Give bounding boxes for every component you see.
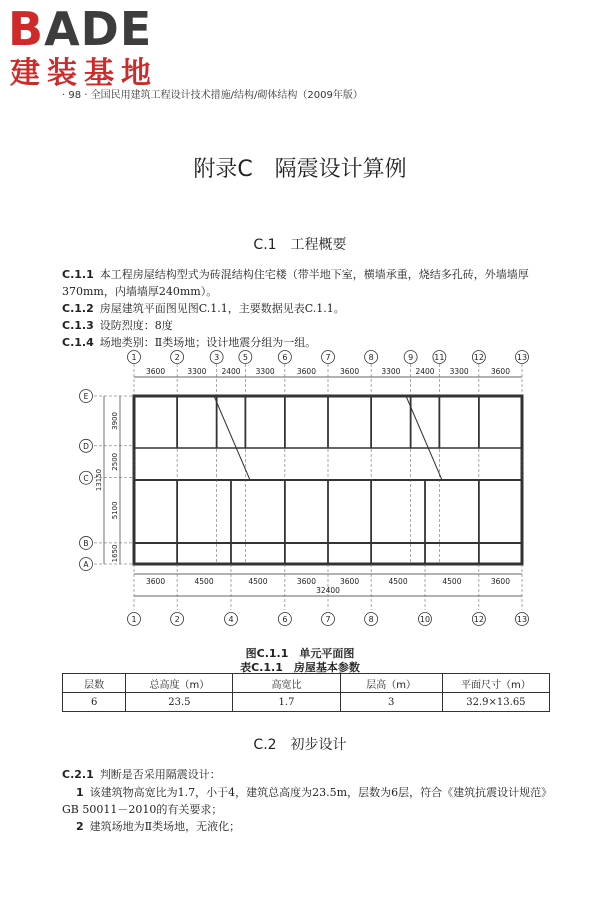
table-header-cell: 总高度（m） bbox=[126, 674, 233, 693]
axis-label: 2 bbox=[174, 353, 180, 362]
para-c2-1 bbox=[62, 766, 550, 783]
para-text: 建筑场地为Ⅱ类场地，无液化； bbox=[89, 820, 241, 833]
logo-accent-letter: B bbox=[8, 2, 45, 56]
table-cell: 1.7 bbox=[233, 693, 340, 712]
appendix-title: 附录C 隔震设计算例 bbox=[193, 157, 407, 182]
axis-label: 11 bbox=[434, 353, 445, 362]
dimension-label: 3600 bbox=[340, 577, 360, 586]
dimension-label: 2400 bbox=[415, 367, 435, 376]
row-axis-label: B bbox=[83, 538, 89, 548]
logo-wordmark bbox=[8, 4, 152, 54]
page-number: · 98 · bbox=[62, 90, 88, 101]
total-depth-label: 13150 bbox=[95, 468, 103, 492]
dimension-label: 4500 bbox=[442, 577, 462, 586]
section-c1-heading: C.1 工程概要 bbox=[253, 237, 347, 253]
para-text: 场地类别：Ⅱ类场地；设计地震分组为一组。 bbox=[99, 336, 317, 349]
axis-label: 13 bbox=[516, 615, 528, 624]
dimension-label: 3300 bbox=[187, 367, 207, 376]
row-dimension-label: 5100 bbox=[111, 501, 119, 520]
figure-caption: 图C.1.1 单元平面图 bbox=[245, 647, 355, 660]
axis-label: 4 bbox=[228, 615, 234, 624]
axis-label: 8 bbox=[368, 615, 374, 624]
para-text: 本工程房屋结构型式为砖混结构住宅楼（带半地下室，横墙承重，烧结多孔砖，外墙墙厚370mm，内墙墙厚240mm）。 bbox=[62, 268, 529, 298]
axis-label: 9 bbox=[408, 353, 414, 362]
para-c2-1-1 bbox=[62, 784, 550, 818]
para-number: C.1.4 bbox=[62, 336, 94, 349]
dimension-label: 4500 bbox=[194, 577, 214, 586]
table-cell: 6 bbox=[63, 693, 126, 712]
table-cell: 3 bbox=[340, 693, 442, 712]
dimension-label: 3600 bbox=[490, 367, 510, 376]
row-dimension-label: 3900 bbox=[111, 411, 119, 430]
table-header-cell: 高宽比 bbox=[233, 674, 340, 693]
para-number: 1 bbox=[76, 786, 84, 799]
table-cell: 32.9×13.65 bbox=[442, 693, 549, 712]
row-axis-label: A bbox=[83, 560, 89, 569]
row-axis-label: C bbox=[83, 473, 89, 483]
axis-label: 12 bbox=[473, 615, 484, 624]
dimension-label: 3300 bbox=[255, 367, 275, 376]
building-params-table bbox=[62, 673, 550, 712]
dimension-label: 3600 bbox=[296, 577, 316, 586]
axis-label: 6 bbox=[282, 353, 288, 362]
table-caption: 表C.1.1 房屋基本参数 bbox=[240, 661, 360, 674]
total-length-label: 32400 bbox=[316, 586, 340, 595]
section-c2-heading: C.2 初步设计 bbox=[253, 737, 347, 753]
para-text: 房屋建筑平面图见图C.1.1，主要数据见表C.1.1。 bbox=[99, 302, 345, 315]
table-header-row bbox=[63, 674, 550, 693]
axis-label: 1 bbox=[131, 615, 137, 624]
logo-rest-letters: ADE bbox=[44, 2, 153, 56]
axis-label: 7 bbox=[325, 615, 331, 624]
table-header-cell: 平面尺寸（m） bbox=[442, 674, 549, 693]
row-dimension-label: 2500 bbox=[111, 452, 119, 471]
para-c2-1-2 bbox=[62, 818, 550, 835]
logo-subtitle: 建装基地 bbox=[10, 56, 158, 91]
table-header-cell: 层数 bbox=[63, 674, 126, 693]
running-header bbox=[62, 86, 363, 101]
dimension-label: 3600 bbox=[146, 367, 166, 376]
para-number: 2 bbox=[76, 820, 84, 833]
axis-label: 7 bbox=[325, 353, 331, 362]
axis-label: 6 bbox=[282, 615, 288, 624]
table-row bbox=[63, 693, 550, 712]
axis-label: 1 bbox=[131, 353, 137, 362]
axis-label: 12 bbox=[473, 353, 484, 362]
para-c1-2 bbox=[62, 300, 550, 317]
table-cell: 23.5 bbox=[126, 693, 233, 712]
para-number: C.1.1 bbox=[62, 268, 94, 281]
dimension-label: 2400 bbox=[221, 367, 241, 376]
site-logo bbox=[8, 4, 178, 96]
row-axis-label: E bbox=[83, 392, 89, 401]
dimension-label: 4500 bbox=[248, 577, 268, 586]
para-text: 设防烈度：8度 bbox=[99, 319, 173, 332]
dimension-label: 3300 bbox=[449, 367, 469, 376]
row-axis-label: D bbox=[83, 441, 89, 451]
para-number: C.2.1 bbox=[62, 768, 94, 781]
para-c1-1 bbox=[62, 266, 550, 300]
axis-label: 5 bbox=[242, 353, 248, 362]
axis-label: 2 bbox=[174, 615, 180, 624]
para-number: C.1.3 bbox=[62, 319, 94, 332]
dimension-label: 4500 bbox=[388, 577, 408, 586]
row-dimension-label: 1650 bbox=[111, 544, 119, 563]
axis-label: 8 bbox=[368, 353, 374, 362]
axis-label: 3 bbox=[214, 353, 220, 362]
para-c1-3 bbox=[62, 317, 550, 334]
axis-label: 13 bbox=[516, 353, 528, 362]
dimension-label: 3600 bbox=[340, 367, 360, 376]
floor-plan-drawing bbox=[70, 348, 540, 644]
dimension-label: 3300 bbox=[381, 367, 401, 376]
axis-label: 10 bbox=[419, 615, 431, 624]
para-text: 该建筑物高宽比为1.7，小于4，建筑总高度为23.5m，层数为6层，符合《建筑抗震设计规范》GB 50011－2010的有关要求； bbox=[62, 786, 547, 816]
para-text: 判断是否采用隔震设计： bbox=[99, 768, 221, 781]
dimension-label: 3600 bbox=[146, 577, 166, 586]
dimension-label: 3600 bbox=[490, 577, 510, 586]
para-number: C.1.2 bbox=[62, 302, 94, 315]
table-header-cell: 层高（m） bbox=[340, 674, 442, 693]
dimension-label: 3600 bbox=[296, 367, 316, 376]
book-title: 全国民用建筑工程设计技术措施/结构/砌体结构（2009年版） bbox=[90, 90, 363, 101]
